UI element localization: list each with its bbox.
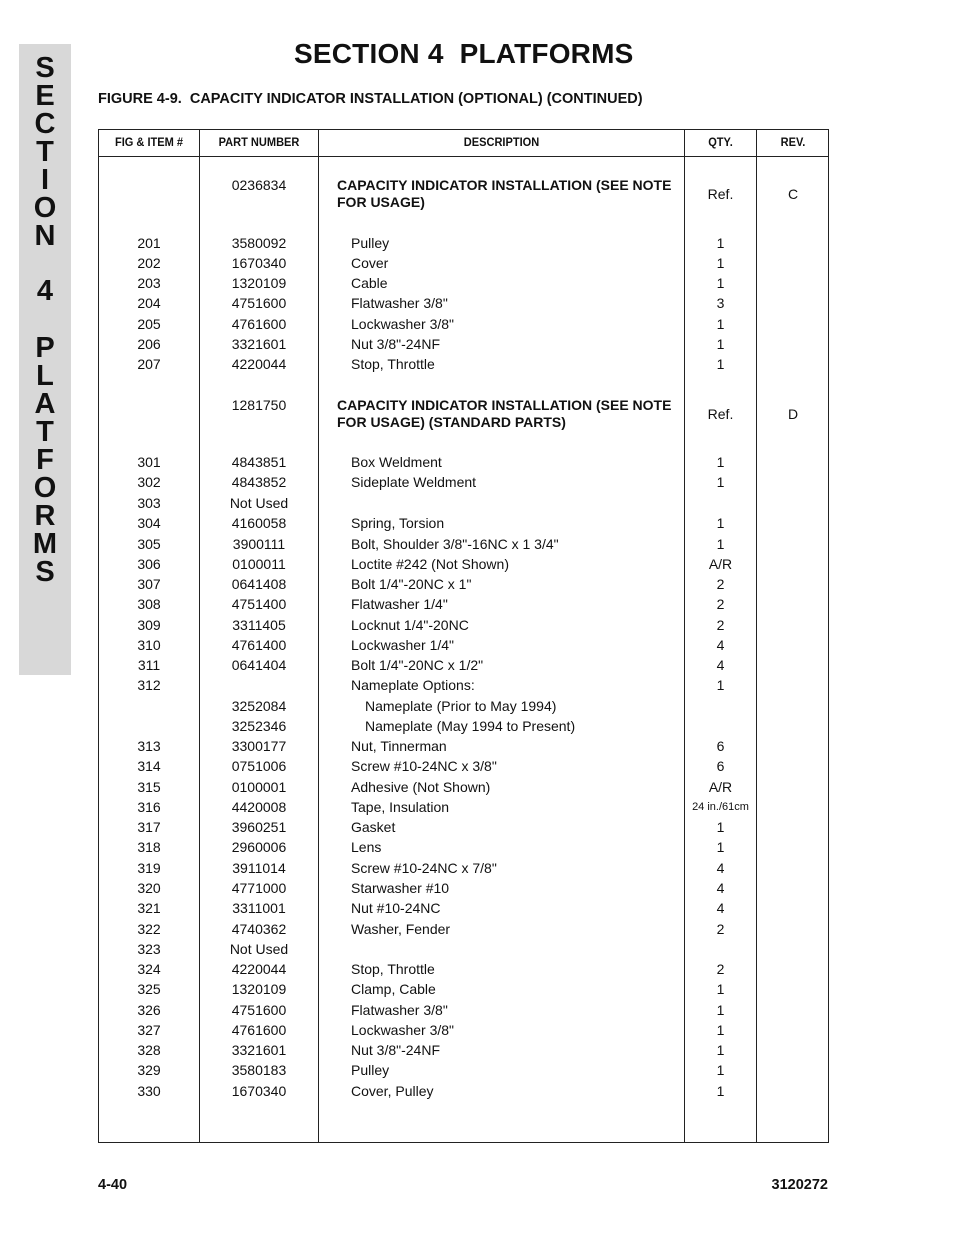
part-number-cell: 4761400 [231, 637, 287, 653]
item-number-cell: 207 [137, 356, 161, 372]
qty-cell: 1 [716, 1002, 725, 1018]
qty-cell: A/R [708, 779, 733, 795]
part-number-cell: 4751600 [231, 295, 287, 311]
qty-cell: Ref. [707, 186, 734, 202]
item-number-cell: 318 [137, 839, 161, 855]
qty-cell: 4 [716, 860, 725, 876]
part-number-cell: 3911014 [232, 860, 286, 876]
qty-cell: 2 [716, 596, 725, 612]
description-cell: Flatwasher 3/8" [351, 295, 448, 311]
qty-cell: 1 [716, 474, 725, 490]
description-cell: Flatwasher 1/4" [351, 596, 448, 612]
description-cell: Loctite #242 (Not Shown) [351, 556, 509, 572]
item-number-cell: 304 [137, 515, 161, 531]
description-cell: Screw #10-24NC x 3/8" [351, 758, 497, 774]
part-number-cell: 1670340 [231, 1083, 287, 1099]
section-side-tab [19, 44, 71, 675]
part-number-cell: Not Used [229, 495, 289, 511]
description-cell: Spring, Torsion [351, 515, 445, 531]
part-number-cell: 0641408 [231, 576, 287, 592]
part-number-cell: 4751600 [231, 1002, 287, 1018]
part-number-cell: 1320109 [231, 981, 287, 997]
side-tab-letter: T [36, 136, 54, 168]
part-number-cell: 0100001 [231, 779, 287, 795]
header-divider [99, 156, 828, 157]
qty-cell: 2 [716, 576, 725, 592]
qty-cell: 1 [716, 839, 725, 855]
item-number-cell: 308 [137, 596, 161, 612]
item-number-cell: 329 [137, 1062, 161, 1078]
qty-cell: 2 [716, 921, 725, 937]
description-cell: Locknut 1/4"-20NC [351, 617, 469, 633]
side-tab-letter: C [34, 108, 56, 140]
qty-cell: 6 [716, 738, 725, 754]
part-number-cell: 1320109 [231, 275, 287, 291]
item-number-cell: 301 [137, 454, 161, 470]
description-cell: Cover [351, 255, 389, 271]
side-tab-letter: S [35, 556, 55, 588]
item-number-cell: 326 [137, 1002, 161, 1018]
part-number-cell: 4843851 [231, 454, 287, 470]
part-number-cell: 4160058 [231, 515, 287, 531]
qty-cell: 1 [716, 336, 725, 352]
description-cell: Pulley [351, 235, 390, 251]
side-tab-letter: R [34, 500, 56, 532]
side-tab-letter: E [35, 80, 55, 112]
figure-title: FIGURE 4-9. CAPACITY INDICATOR INSTALLATION (OPTIONAL) (CONTINUED) [98, 91, 643, 107]
qty-cell: 6 [716, 758, 725, 774]
item-number-cell: 313 [137, 738, 161, 754]
description-cell: Washer, Fender [351, 921, 451, 937]
qty-cell: 1 [716, 1083, 725, 1099]
part-number-cell: 3300177 [231, 738, 287, 754]
page-number: 4-40 [98, 1177, 128, 1193]
part-number-cell: 3321601 [231, 336, 287, 352]
part-number-cell: 4420008 [231, 799, 287, 815]
part-number-cell: 4843852 [231, 474, 287, 490]
qty-cell: 1 [716, 1022, 725, 1038]
part-number-cell: 4761600 [231, 1022, 287, 1038]
part-number-cell: 0641404 [231, 657, 287, 673]
qty-cell: 4 [716, 900, 725, 916]
part-number-cell: 4740362 [231, 921, 287, 937]
part-number-cell: 1281750 [231, 397, 287, 413]
item-number-cell: 306 [137, 556, 161, 572]
part-number-cell: 4761600 [231, 316, 287, 332]
side-tab-letter: L [36, 360, 54, 392]
qty-cell: 1 [716, 819, 725, 835]
side-tab-letter: 4 [36, 275, 54, 307]
part-number-cell: 3960251 [231, 819, 287, 835]
item-number-cell: 315 [137, 779, 161, 795]
qty-cell: 1 [716, 981, 725, 997]
qty-cell: A/R [708, 556, 733, 572]
item-number-cell: 303 [137, 495, 161, 511]
description-cell: Stop, Throttle [351, 356, 435, 372]
column-divider [756, 130, 757, 1142]
parts-table [98, 129, 829, 1143]
side-tab-letter: A [34, 388, 56, 420]
description-cell: Nameplate Options: [351, 677, 475, 693]
qty-cell: 4 [716, 637, 725, 653]
item-number-cell: 204 [137, 295, 161, 311]
qty-cell: 1 [716, 515, 725, 531]
rev-cell: D [787, 406, 799, 422]
item-number-cell: 320 [137, 880, 161, 896]
description-cell: Clamp, Cable [351, 981, 436, 997]
item-number-cell: 205 [137, 316, 161, 332]
side-tab-letter: N [34, 220, 56, 252]
part-number-cell: 3580183 [231, 1062, 287, 1078]
description-cell: Box Weldment [351, 454, 442, 470]
side-tab-letter: O [33, 192, 57, 224]
item-number-cell: 312 [137, 677, 161, 693]
qty-cell: 24 in./61cm [692, 801, 749, 813]
side-tab-letter: S [35, 52, 55, 84]
qty-cell: 1 [716, 316, 725, 332]
rev-cell: C [787, 186, 799, 202]
part-number-cell: 3580092 [231, 235, 287, 251]
qty-cell: 2 [716, 617, 725, 633]
description-cell: Bolt, Shoulder 3/8"-16NC x 1 3/4" [351, 536, 559, 552]
description-cell: Lens [351, 839, 382, 855]
item-number-cell: 309 [137, 617, 161, 633]
description-cell: Stop, Throttle [351, 961, 435, 977]
page-title: SECTION 4 PLATFORMS [294, 38, 634, 69]
item-number-cell: 314 [137, 758, 161, 774]
part-number-cell: 3252346 [231, 718, 287, 734]
part-number-cell: 3900111 [232, 536, 286, 552]
description-cell: Nut, Tinnerman [351, 738, 447, 754]
side-tab-letter: M [32, 528, 58, 560]
description-cell: Tape, Insulation [351, 799, 450, 815]
item-number-cell: 324 [137, 961, 161, 977]
item-number-cell: 201 [137, 235, 161, 251]
description-cell: Bolt 1/4"-20NC x 1/2" [351, 657, 484, 673]
item-number-cell: 202 [137, 255, 161, 271]
side-tab-letter: I [40, 164, 50, 196]
description-cell: Lockwasher 3/8" [351, 316, 455, 332]
description-cell: Nut 3/8"-24NF [351, 1042, 441, 1058]
item-number-cell: 319 [137, 860, 161, 876]
side-tab-letter: O [33, 472, 57, 504]
part-number-cell: 4220044 [231, 961, 287, 977]
part-number-cell: 4771000 [231, 880, 287, 896]
qty-cell: 1 [716, 235, 725, 251]
header-description: DESCRIPTION [463, 135, 540, 149]
description-cell: Sideplate Weldment [351, 474, 477, 490]
item-number-cell: 322 [137, 921, 161, 937]
header-part-number: PART NUMBER [218, 135, 300, 149]
qty-cell: 2 [716, 961, 725, 977]
header-qty: QTY. [708, 135, 733, 149]
side-tab-letter: F [36, 444, 54, 476]
column-divider [318, 130, 319, 1142]
part-number-cell: 0100011 [232, 556, 286, 572]
item-number-cell: 327 [137, 1022, 161, 1038]
qty-cell: 1 [716, 255, 725, 271]
description-cell: Cable [351, 275, 388, 291]
qty-cell: 4 [716, 880, 725, 896]
qty-cell: 1 [716, 356, 725, 372]
part-number-cell: Not Used [229, 941, 289, 957]
item-number-cell: 203 [137, 275, 161, 291]
part-number-cell: 4220044 [231, 356, 287, 372]
part-number-cell: 0236834 [231, 177, 287, 193]
description-cell: Lockwasher 3/8" [351, 1022, 455, 1038]
qty-cell: 4 [716, 657, 725, 673]
qty-cell: 1 [716, 677, 725, 693]
part-number-cell: 3252084 [231, 698, 287, 714]
qty-cell: 1 [716, 275, 725, 291]
qty-cell: 1 [716, 536, 725, 552]
part-number-cell: 1670340 [231, 255, 287, 271]
item-number-cell: 302 [137, 474, 161, 490]
item-number-cell: 317 [137, 819, 161, 835]
part-number-cell: 3311405 [232, 617, 286, 633]
qty-cell: 1 [716, 454, 725, 470]
item-number-cell: 310 [137, 637, 161, 653]
description-cell: Lockwasher 1/4" [351, 637, 455, 653]
description-cell: Nameplate (Prior to May 1994) [365, 698, 557, 714]
part-number-cell: 4751400 [231, 596, 287, 612]
qty-cell: 1 [716, 1062, 725, 1078]
qty-cell: Ref. [707, 406, 734, 422]
description-cell: CAPACITY INDICATOR INSTALLATION (SEE NOTE FOR USAGE) (STANDARD PARTS) [337, 397, 672, 430]
side-tab-letter: T [36, 416, 54, 448]
part-number-cell: 0751006 [231, 758, 287, 774]
part-number-cell: 3311001 [232, 900, 286, 916]
description-cell: Flatwasher 3/8" [351, 1002, 448, 1018]
item-number-cell: 311 [137, 657, 161, 673]
item-number-cell: 305 [137, 536, 161, 552]
header-item: FIG & ITEM # [114, 135, 184, 149]
description-cell: Pulley [351, 1062, 390, 1078]
item-number-cell: 325 [137, 981, 161, 997]
description-cell: Starwasher #10 [351, 880, 450, 896]
description-cell: Nut 3/8"-24NF [351, 336, 441, 352]
description-cell: Nameplate (May 1994 to Present) [365, 718, 576, 734]
item-number-cell: 328 [137, 1042, 161, 1058]
description-cell: CAPACITY INDICATOR INSTALLATION (SEE NOTE FOR USAGE) [337, 177, 672, 210]
description-cell: Adhesive (Not Shown) [351, 779, 491, 795]
document-number: 3120272 [771, 1177, 828, 1193]
header-rev: REV. [780, 135, 806, 149]
item-number-cell: 321 [137, 900, 161, 916]
description-cell: Cover, Pulley [351, 1083, 434, 1099]
description-cell: Nut #10-24NC [351, 900, 441, 916]
part-number-cell: 3321601 [231, 1042, 287, 1058]
description-cell: Bolt 1/4"-20NC x 1" [351, 576, 472, 592]
description-cell: Gasket [351, 819, 396, 835]
qty-cell: 3 [716, 295, 725, 311]
item-number-cell: 323 [137, 941, 161, 957]
qty-cell: 1 [716, 1042, 725, 1058]
item-number-cell: 316 [137, 799, 161, 815]
side-tab-letter: P [35, 332, 55, 364]
description-cell: Screw #10-24NC x 7/8" [351, 860, 497, 876]
item-number-cell: 307 [137, 576, 161, 592]
part-number-cell: 2960006 [231, 839, 287, 855]
item-number-cell: 330 [137, 1083, 161, 1099]
item-number-cell: 206 [137, 336, 161, 352]
